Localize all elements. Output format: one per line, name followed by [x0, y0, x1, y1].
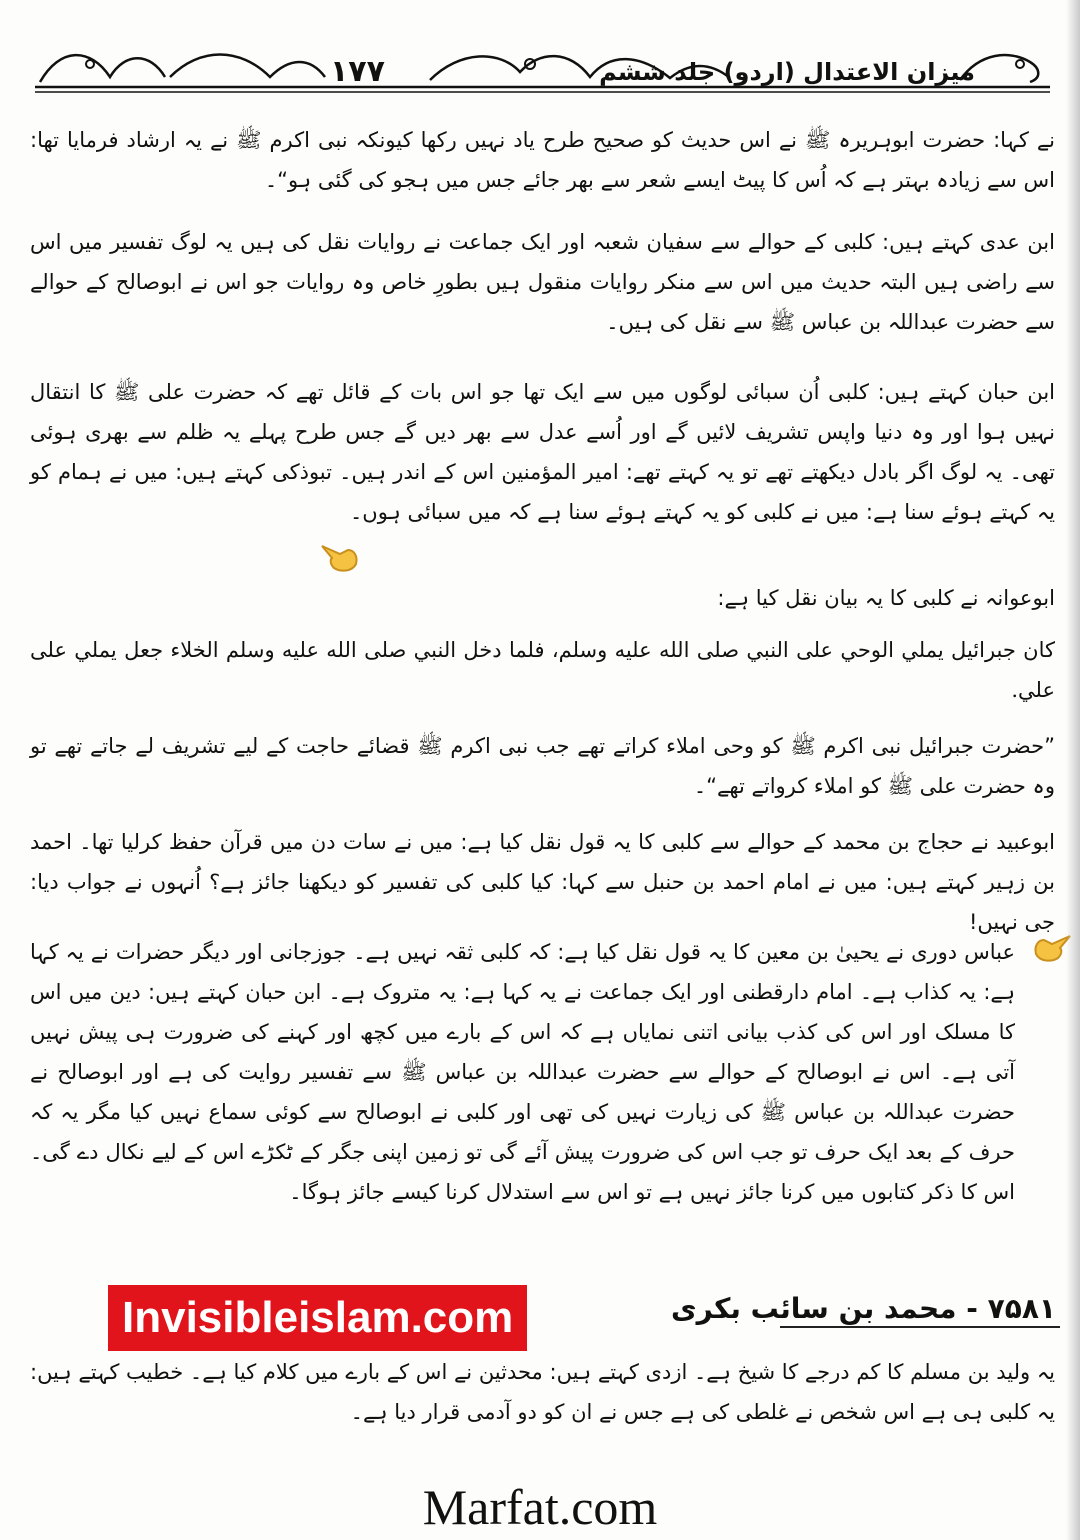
paragraph: عباس دوری نے یحییٰ بن معین کا یہ قول نقل کیا ہے: کہ کلبی ثقہ نہیں ہے۔ جوزجانی اور دیگر حضرات نے یہ کہا ہے: یہ کذاب ہے۔ امام دارقطنی اور ایک جماعت نے یہ کہا ہے: یہ متروک ہے۔ ابن حبان کہتے ہیں: دین میں اس کا مسلک اور اس کی کذب بیانی اتنی نمایاں ہے کہ اس کے بارے میں کچھ اور کہنے کی ضرورت ہی پیش نہیں آتی ہے۔ اس نے ابوصالح کے حوالے سے حضرت عبداللہ بن عباس ﷺ سے تفسیر روایت کی ہے اور ابوصالح نے حضرت عبداللہ بن عباس ﷺ کی زیارت نہیں کی تھی اور کلبی نے ابوصالح سے کوئی سماع نہیں کیا مگر یہ کہ حرف کے بعد ایک حرف تو جب اس کی ضرورت پیش آئے گی تو زمین اپنی جگر کے ٹکڑے اس کے لیے نکال دے گی۔ اس کا ذکر کتابوں میں کرنا جائز نہیں ہے تو اس سے استدلال کرنا کیسے جائز ہوگا۔: [30, 940, 1015, 1204]
paragraph: ابوعوانہ نے کلبی کا یہ بیان نقل کیا ہے:: [717, 586, 1055, 610]
paragraph: ابوعبید نے حجاج بن محمد کے حوالے سے کلبی کا یہ قول نقل کیا ہے: میں نے سات دن میں قرآن حفظ کرلیا تھا۔ احمد بن زہیر کہتے ہیں: میں نے امام احمد بن حنبل سے کہا: کیا کلبی کی تفسیر کو دیکھنا جائز ہے؟ اُنہوں نے جواب دیا: جی نہیں!: [30, 830, 1055, 934]
paragraph: ابن عدی کہتے ہیں: کلبی کے حوالے سے سفیان شعبہ اور ایک جماعت نے روایات نقل کی ہیں یہ لوگ تفسیر میں اس سے راضی ہیں البتہ حدیث میں اس سے منکر روایات منقول ہیں بطورِ خاص وہ روایات جو اس نے ابوصالح کے حوالے سے حضرت عبداللہ بن عباس ﷺ سے نقل کی ہیں۔: [30, 230, 1055, 334]
scan-edge: [1066, 0, 1080, 1540]
entry-text: یہ ولید بن مسلم کا کم درجے کا شیخ ہے۔ ازدی کہتے ہیں: محدثین نے اس کے بارے میں کلام کیا ہے۔ خطیب کہتے ہیں: یہ کلبی ہی ہے اس شخص نے غلطی کی ہے جس نے ان کو دو آدمی قرار دیا ہے۔: [30, 1360, 1055, 1424]
pointing-hand-icon: [318, 532, 362, 576]
footer-source: Marfat.com: [422, 1479, 658, 1535]
title-underline: [780, 1326, 1060, 1328]
entry-title: ۷۵۸۱ - محمد بن سائب بکری: [671, 1292, 1056, 1325]
page-number: ۱۷۷: [330, 54, 385, 89]
book-title: میزان الاعتدال (اردو) جلد ششم: [599, 58, 975, 86]
paragraph: ابن حبان کہتے ہیں: کلبی اُن سبائی لوگوں میں سے ایک تھا جو اس بات کے قائل تھے کہ حضرت علی ﷺ کا انتقال نہیں ہوا اور وہ دنیا واپس تشریف لائیں گے اور اُسے عدل سے بھر دیں گے جس طرح پہلے یہ ظلم سے بھری ہوئی تھی۔ یہ لوگ اگر بادل دیکھتے تھے تو یہ کہتے تھے: امیر المؤمنین اس کے اندر ہیں۔ تبوذکی کہتے ہیں: میں نے ہمام کو یہ کہتے ہوئے سنا ہے: میں نے کلبی کو یہ کہتے ہوئے سنا ہے کہ میں سبائی ہوں۔: [30, 380, 1055, 524]
watermark-banner: Invisibleislam.com: [108, 1285, 527, 1351]
paragraph: نے کہا: حضرت ابوہریرہ ﷺ نے اس حدیث کو صحیح طرح یاد نہیں رکھا کیونکہ نبی اکرم ﷺ نے یہ ارشاد فرمایا تھا: اس سے زیادہ بہتر ہے کہ اُس کا پیٹ ایسے شعر سے بھر جائے جس میں ہجو کی گئی ہو“۔: [30, 128, 1055, 192]
quote-translation: ”حضرت جبرائیل نبی اکرم ﷺ کو وحی املاء کراتے تھے جب نبی اکرم ﷺ قضائے حاجت کے لیے تشریف لے جاتے تھے تو وہ حضرت علی ﷺ کو املاء کرواتے تھے“۔: [30, 734, 1055, 798]
arabic-quote: كان جبرائيل يملي الوحي على النبي صلى الله عليه وسلم، فلما دخل النبي صلى الله عليه وسلم الخلاء جعل يملي على علي.: [30, 638, 1055, 702]
